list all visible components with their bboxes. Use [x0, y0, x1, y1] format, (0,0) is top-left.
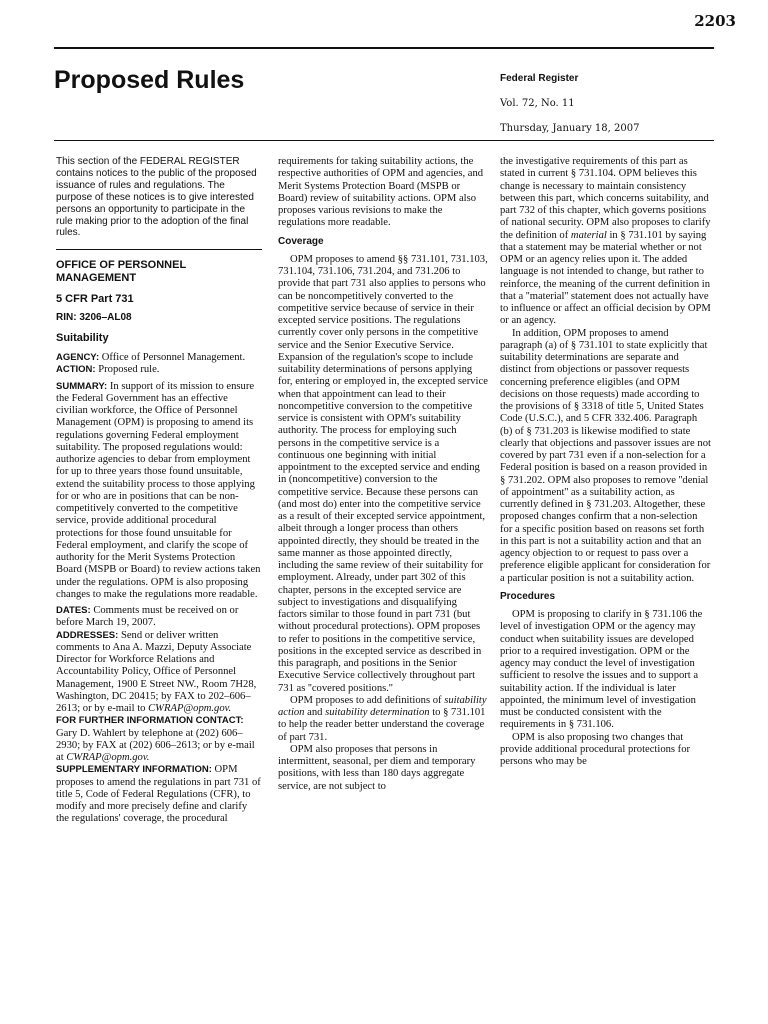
paragraph: OPM is proposing to clarify in § 731.106 the level of investigation OPM or the agency may conduct when suitability issues are developed prior to a required investigation. OPM or the agency may conduct the level of investigation sufficient to resolve the issues and to support a suitability action. If the individual is later appointed, the minimum level of investigation must be conducted consistent with the requirements in § 731.106. [500, 609, 703, 731]
subject-heading: Suitability [56, 331, 109, 344]
publication-name: Federal Register [500, 73, 579, 84]
heading-procedures: Procedures [500, 590, 556, 602]
paragraph: In addition, OPM proposes to amend paragraph (a) of § 731.101 to state explicitly that suitability determinations are separate and distinct from objections or passover requests concerning preference eligibles (and OPM decisions on those requests) made according to the provisions of § 3318 of title 5, United States Code (U.S.C.), and 5 CFR 332.406. Paragraph (b) of § 731.203 is likewise modified to state clearly that objections and passover issues are not covered by part 731 even if a non-selection for a Federal position is based on a reason provided in § 731.202. OPM also proposes to remove ''denial of appointment'' as a suitability action, as currently defined in § 731.203. Altogether, these proposed changes confirm that a non-selection for a specific position based on reasons set forth in this part is not a suitability action and that an agency objection to or request to pass over a preference eligible applicant for consideration for a particular position is not a suitability action. [500, 327, 711, 584]
paragraph: OPM proposes to amend §§ 731.101, 731.103, 731.104, 731.106, 731.204, and 731.206 to provide that part 731 also applies to persons who can be noncompetitively converted to the competitive service because of service in their excepted service positions. The regulations currently cover only persons in the competitive service and the Senior Executive Service. Expansion of the regulation's scope to include suitability determinations of persons applying for, entering or employed in, the excepted service when that appointment can lead to their noncompetitive conversion to the competitive service is consistent with OPM's suitability authority. The process for employing such persons in the competitive service is a continuous one beginning with initial appointment to the excepted service and ending in (noncompetitive) conversion to the competitive service. Because these persons can (and most do) enter into the competitive service as a result of their excepted service appointment, albeit through a longer process than others appointed directly, they should be treated in the same manner as those appointed directly, including the same review of their suitability for employment. Already, under part 302 of this chapter, persons in the excepted service are subject to investigations and disqualifying factors similar to those found in part 731 (but without procedural protections). OPM proposes to refer to positions in the competitive service, positions in the excepted service as described in this paragraph, and positions in the Senior Executive Service collectively throughout part 731 as ''covered positions.'' [278, 253, 488, 694]
paragraph: the investigative requirements of this part as stated in current § 731.104. OPM believes this change is necessary to maintain consistency between this part, which concerns suitability, and part 732 of this chapter, which governs positions of national security. OPM also proposes to clarify the definition of material in § 731.101 by saying that a statement may be material whether or not OPM or an agency relies upon it. The added language is not intended to change, but rather to reinforce, the meaning of the current definition in that a ''material'' statement does not actually have to influence or affect an official decision by OPM or an agency. [500, 156, 711, 327]
action-label: ACTION: [56, 364, 96, 376]
summary-label: SUMMARY: [56, 380, 108, 392]
addresses-email: CWRAP@opm.gov. [148, 703, 232, 715]
addresses-text: Send or deliver written comments to Ana A. Mazzi, Deputy Associate Director for Workforce Relations and Accountability Policy, Office of Personnel Management, 1900 E Street NW., Room 7H28, Washington, DC 20415; by FAX to 202–606–2613; or by e-mail to [56, 629, 257, 715]
volume-number: Vol. 72, No. 11 [500, 98, 575, 109]
summary-paragraph [56, 381, 262, 602]
cfr-citation: 5 CFR Part 731 [56, 293, 134, 306]
term-suitability-action: suitability action [278, 694, 487, 718]
term-material: material [570, 229, 607, 241]
contact-paragraph [56, 715, 262, 764]
dates-text: Comments must be received on or before March 19, 2007. [56, 605, 239, 629]
header-rule-top [54, 47, 714, 49]
paragraph: requirements for taking suitability actions, the respective authorities of OPM and agencies, and Merit Systems Protection Board (MSPB or Board) review of suitability actions. OPM also proposes various revisions to make the regulations more readable. [278, 156, 484, 229]
supplementary-text: OPM proposes to amend the regulations in part 731 of title 5, Code of Federal Regulations (CFR), to modify and more precisely define and clarify the regulations' coverage, the procedural [56, 764, 261, 825]
paragraph: OPM proposes to add definitions of suitability action and suitability determination to § 731.101 to help the reader better understand the coverage of part 731. [278, 694, 487, 743]
term-suitability-determination: suitability determination [325, 707, 430, 718]
dates-label: DATES: [56, 605, 91, 617]
paragraph: OPM is also proposing two changes that provide additional procedural protections for persons who may be [500, 731, 691, 767]
column-3 [500, 156, 712, 768]
contact-label: FOR FURTHER INFORMATION CONTACT: [56, 715, 244, 727]
dates-paragraph [56, 605, 262, 630]
agency-label: AGENCY: [56, 352, 100, 364]
divider [56, 249, 262, 250]
heading-coverage: Coverage [278, 235, 324, 247]
agency-line [56, 352, 262, 364]
action-line [56, 364, 262, 376]
rin-number: RIN: 3206–AL08 [56, 311, 132, 323]
addresses-label: ADDRESSES: [56, 629, 119, 641]
header-rule-bottom [54, 140, 714, 141]
agency-value: Office of Personnel Management. [101, 352, 246, 364]
section-title: Proposed Rules [54, 66, 245, 94]
summary-text: In support of its mission to ensure the Federal Government has an effective civilian workforce, the Office of Personnel Management (OPM) is proposing to amend its regulations governing Federal employment suitability. The proposed regulations would: authorize agencies to debar from employment for up to three years those found unsuitable, extend the suitability process to those applying for or who are in positions that can be non-competitively converted to the competitive service, provide additional procedural protections for those found unsuitable for Federal employment, and clarify the scope of authority for the Merit Systems Protection Board (MSPB or Board) to review actions taken under the regulations. OPM is also proposing changes to make the regulations more readable. [56, 380, 261, 600]
intro-notice: This section of the FEDERAL REGISTER contains notices to the public of the proposed issuance of rules and regulations. The purpose of these notices is to give interested persons an opportunity to participate in the rule making prior to the adoption of the final rules. [56, 156, 257, 239]
contact-email: CWRAP@opm.gov. [66, 752, 150, 764]
issue-date: Thursday, January 18, 2007 [500, 123, 640, 134]
contact-text: Gary D. Wahlert by telephone at (202) 606–2930; by FAX at (202) 606–2613; or by e-mail at [56, 727, 255, 764]
page-number: 2203 [694, 12, 736, 30]
masthead [500, 72, 639, 147]
column-2 [278, 156, 488, 793]
paragraph: OPM also proposes that persons in intermittent, seasonal, per diem and temporary positions, with less than 180 days aggregate service, are not subject to [278, 743, 476, 792]
column-1 [56, 156, 262, 826]
action-value: Proposed rule. [98, 364, 160, 376]
agency-name: OFFICE OF PERSONNEL MANAGEMENT [56, 259, 186, 285]
supplementary-label: SUPPLEMENTARY INFORMATION: [56, 764, 212, 776]
supplementary-paragraph [56, 764, 262, 825]
addresses-paragraph [56, 630, 262, 716]
